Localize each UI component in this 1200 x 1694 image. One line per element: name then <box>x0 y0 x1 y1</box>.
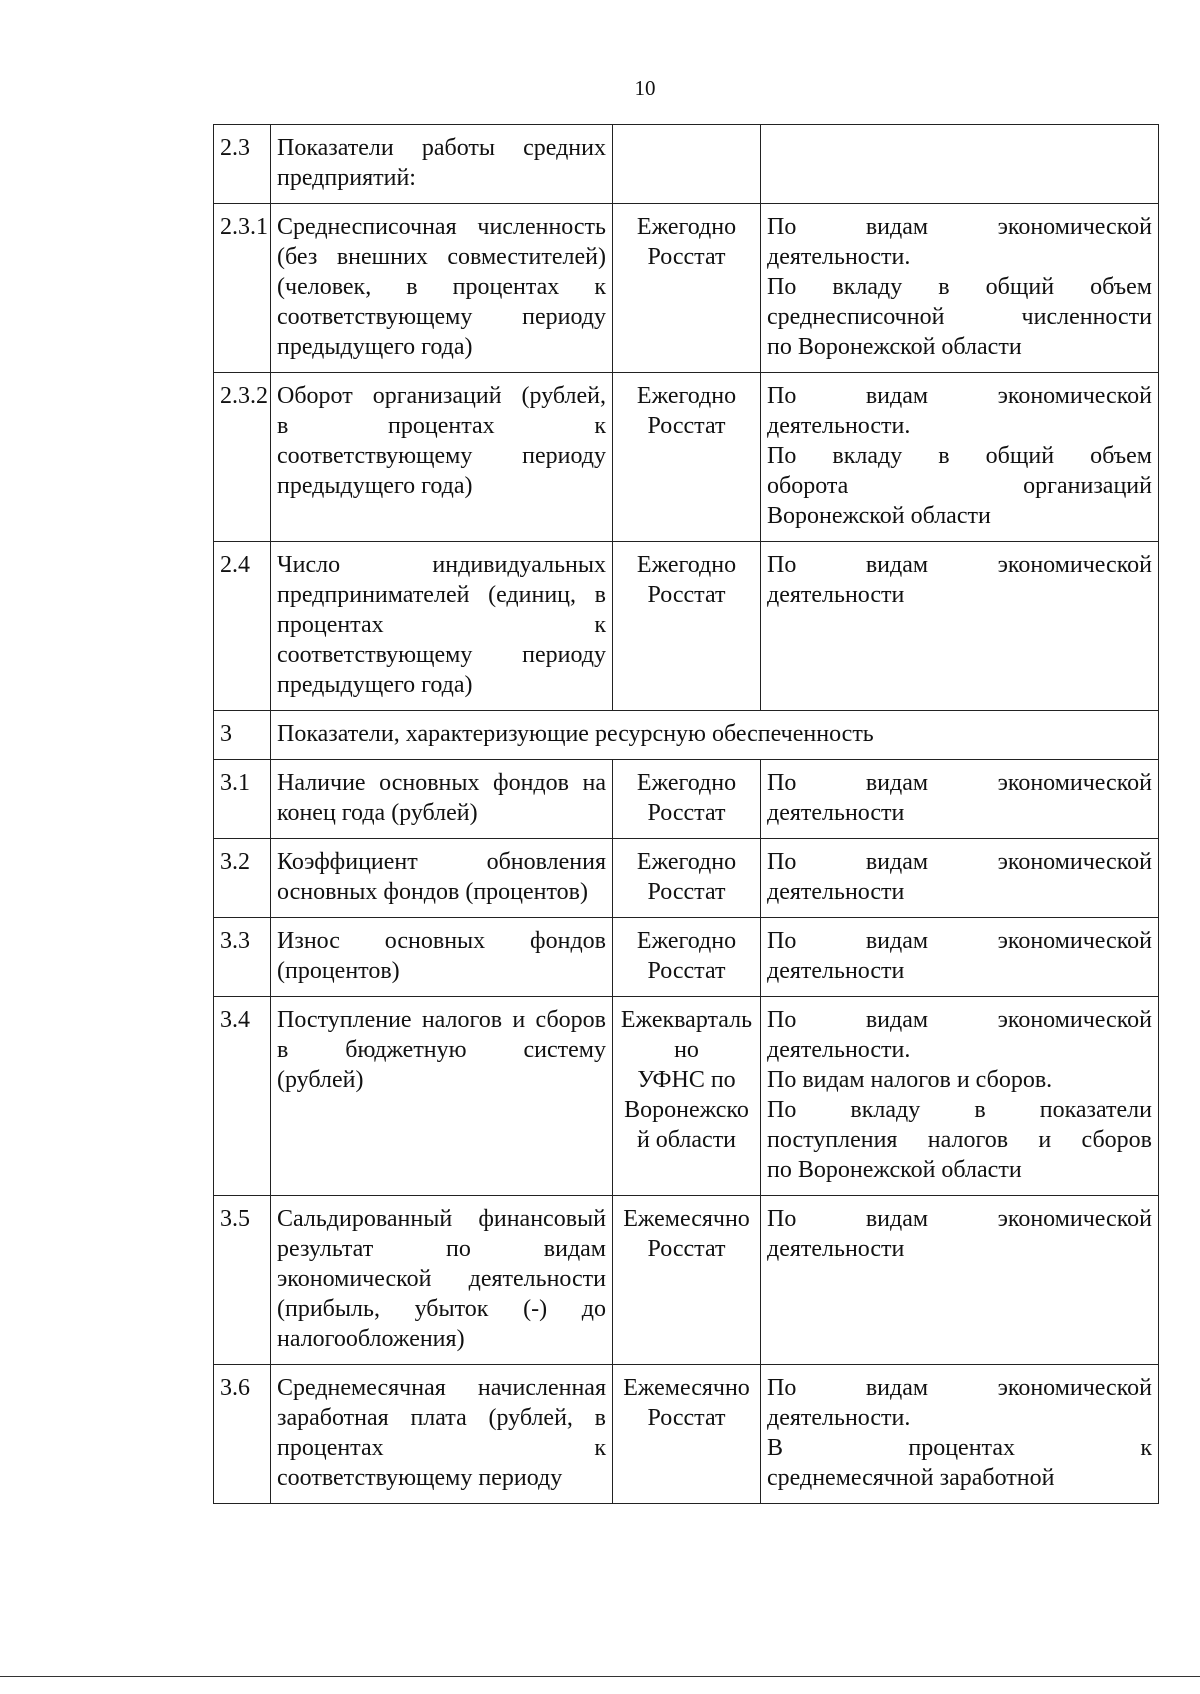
breakdown-detail-line: оборота организаций <box>767 473 1152 499</box>
breakdown-detail-line: По видам экономической <box>767 383 1152 409</box>
indicator-name-line: процентах к <box>277 1435 606 1461</box>
breakdown-detail-line: По вкладу в показатели <box>767 1097 1152 1123</box>
breakdown-detail-line: деятельности <box>767 958 905 984</box>
breakdown-detail-line: По вкладу в общий объем <box>767 443 1152 469</box>
breakdown-detail-line: По видам экономической <box>767 1007 1152 1033</box>
breakdown-detail <box>761 204 1159 373</box>
table-row <box>214 125 1159 204</box>
row-number: 3.1 <box>214 760 271 839</box>
indicator-name-line: в бюджетную систему <box>277 1037 606 1063</box>
indicator-name-line: предыдущего года) <box>277 334 473 360</box>
frequency-source-line: Росстат <box>647 413 726 439</box>
indicator-name-line: (процентов) <box>277 958 400 984</box>
indicator-name <box>271 839 613 918</box>
breakdown-detail-line: По видам экономической <box>767 928 1152 954</box>
page-bottom-rule <box>0 1676 1200 1677</box>
frequency-source-line: Росстат <box>647 879 726 905</box>
frequency-source <box>613 542 761 711</box>
breakdown-detail-line: деятельности <box>767 1236 905 1262</box>
table-row <box>214 1365 1159 1504</box>
table-row <box>214 918 1159 997</box>
breakdown-detail <box>761 918 1159 997</box>
frequency-source-line: Ежегодно <box>636 552 737 578</box>
indicator-name <box>271 125 613 204</box>
indicator-name-line: соответствующему периоду <box>277 304 606 330</box>
breakdown-detail <box>761 373 1159 542</box>
table-row <box>214 711 1159 760</box>
table-row <box>214 542 1159 711</box>
breakdown-detail-line: по Воронежской области <box>767 1157 1022 1183</box>
frequency-source-line: й области <box>636 1127 737 1153</box>
frequency-source-line: Ежегодно <box>636 214 737 240</box>
indicator-name-line: Оборот организаций (рублей, <box>277 383 606 409</box>
frequency-source-line: Росстат <box>647 582 726 608</box>
frequency-source-line: Ежегодно <box>636 770 737 796</box>
breakdown-detail-line: деятельности. <box>767 244 911 270</box>
indicator-name-line: (прибыль, убыток (-) до <box>277 1296 606 1322</box>
indicator-name-line: заработная плата (рублей, в <box>277 1405 606 1431</box>
indicators-table <box>213 124 1159 1504</box>
indicator-name <box>271 373 613 542</box>
indicator-name <box>271 760 613 839</box>
breakdown-detail-line: деятельности <box>767 582 905 608</box>
breakdown-detail-line: по Воронежской области <box>767 334 1022 360</box>
breakdown-detail-line: поступления налогов и сборов <box>767 1127 1152 1153</box>
frequency-source <box>613 125 761 204</box>
indicator-name-line: Среднесписочная численность <box>277 214 606 240</box>
frequency-source-line: Ежегодно <box>636 928 737 954</box>
indicator-name-line: (без внешних совместителей) <box>277 244 606 270</box>
breakdown-detail-line: По видам налогов и сборов. <box>767 1067 1053 1093</box>
indicator-name <box>271 542 613 711</box>
frequency-source <box>613 1196 761 1365</box>
indicator-name-line: предыдущего года) <box>277 473 473 499</box>
row-number: 3.5 <box>214 1196 271 1365</box>
indicator-name-line: результат по видам <box>277 1236 606 1262</box>
indicator-name-line: соответствующему периоду <box>277 1465 563 1491</box>
indicator-name-line: конец года (рублей) <box>277 800 478 826</box>
row-number: 2.4 <box>214 542 271 711</box>
breakdown-detail-line: По видам экономической <box>767 770 1152 796</box>
table-row <box>214 997 1159 1196</box>
indicator-name-line: Поступление налогов и сборов <box>277 1007 606 1033</box>
breakdown-detail-line: По видам экономической <box>767 214 1152 240</box>
indicator-name-line: предпринимателей (единиц, в <box>277 582 606 608</box>
breakdown-detail-line: деятельности. <box>767 413 911 439</box>
breakdown-detail-line: Воронежской области <box>767 503 991 529</box>
indicator-name <box>271 997 613 1196</box>
breakdown-detail-line: В процентах к <box>767 1435 1152 1461</box>
row-number: 2.3.2 <box>214 373 271 542</box>
indicator-name-line: Износ основных фондов <box>277 928 606 954</box>
breakdown-detail-line: среднесписочной численности <box>767 304 1152 330</box>
indicator-name <box>271 918 613 997</box>
indicator-name-line: предыдущего года) <box>277 672 473 698</box>
breakdown-detail-line: среднемесячной заработной <box>767 1465 1055 1491</box>
frequency-source <box>613 997 761 1196</box>
breakdown-detail-line: По видам экономической <box>767 1206 1152 1232</box>
frequency-source-line: Ежемесячно <box>623 1206 750 1232</box>
frequency-source-line: Росстат <box>647 1236 726 1262</box>
frequency-source-line: Росстат <box>647 800 726 826</box>
breakdown-detail-line: По видам экономической <box>767 849 1152 875</box>
breakdown-detail <box>761 1196 1159 1365</box>
page-number: 10 <box>634 76 656 100</box>
breakdown-detail-line: деятельности. <box>767 1405 911 1431</box>
frequency-source-line: Ежекварталь <box>620 1007 753 1033</box>
breakdown-detail-line: По видам экономической <box>767 1375 1152 1401</box>
indicator-name <box>271 1365 613 1504</box>
frequency-source-line: Ежемесячно <box>623 1375 750 1401</box>
indicator-name-line: налогообложения) <box>277 1326 465 1352</box>
breakdown-detail-line: деятельности <box>767 879 905 905</box>
indicator-name-line: Коэффициент обновления <box>277 849 606 875</box>
indicator-name-line: процентах к <box>277 612 606 638</box>
breakdown-detail <box>761 542 1159 711</box>
indicator-name-line: предприятий: <box>277 165 416 191</box>
indicator-name-line: соответствующему периоду <box>277 443 606 469</box>
frequency-source-line: Росстат <box>647 958 726 984</box>
frequency-source-line: но <box>674 1037 699 1063</box>
indicator-name-line: Число индивидуальных <box>277 552 606 578</box>
row-number: 3.2 <box>214 839 271 918</box>
row-number: 3 <box>214 711 271 760</box>
breakdown-detail <box>761 760 1159 839</box>
table-row <box>214 204 1159 373</box>
breakdown-detail <box>761 997 1159 1196</box>
breakdown-detail-line: деятельности <box>767 800 905 826</box>
row-number: 3.4 <box>214 997 271 1196</box>
breakdown-detail <box>761 125 1159 204</box>
indicator-name-line: Среднемесячная начисленная <box>277 1375 606 1401</box>
indicator-name-line: основных фондов (процентов) <box>277 879 589 905</box>
table-row <box>214 760 1159 839</box>
indicator-name <box>271 204 613 373</box>
breakdown-detail-line: По видам экономической <box>767 552 1152 578</box>
row-number: 2.3.1 <box>214 204 271 373</box>
frequency-source <box>613 839 761 918</box>
row-number: 2.3 <box>214 125 271 204</box>
section-title: Показатели, характеризующие ресурсную обеспеченность <box>271 711 1159 760</box>
indicator-name-line: (рублей) <box>277 1067 364 1093</box>
breakdown-detail <box>761 1365 1159 1504</box>
table-row <box>214 373 1159 542</box>
frequency-source <box>613 373 761 542</box>
frequency-source <box>613 204 761 373</box>
table-row <box>214 1196 1159 1365</box>
frequency-source-line: Росстат <box>647 1405 726 1431</box>
frequency-source <box>613 1365 761 1504</box>
row-number: 3.6 <box>214 1365 271 1504</box>
indicator-name-line: Сальдированный финансовый <box>277 1206 606 1232</box>
indicators-table-body <box>214 125 1159 1504</box>
breakdown-detail-line: деятельности. <box>767 1037 911 1063</box>
frequency-source-line: Воронежско <box>624 1097 749 1123</box>
frequency-source-line: Ежегодно <box>636 849 737 875</box>
indicator-name-line: (человек, в процентах к <box>277 274 606 300</box>
indicator-name-line: соответствующему периоду <box>277 642 606 668</box>
indicator-name-line: Наличие основных фондов на <box>277 770 606 796</box>
frequency-source-line: Ежегодно <box>636 383 737 409</box>
frequency-source <box>613 918 761 997</box>
table-row <box>214 839 1159 918</box>
indicator-name-line: Показатели работы средних <box>277 135 606 161</box>
indicator-name-line: в процентах к <box>277 413 606 439</box>
frequency-source-line: Росстат <box>647 244 726 270</box>
indicator-name-line: экономической деятельности <box>277 1266 606 1292</box>
breakdown-detail-line: По вкладу в общий объем <box>767 274 1152 300</box>
frequency-source <box>613 760 761 839</box>
row-number: 3.3 <box>214 918 271 997</box>
indicator-name <box>271 1196 613 1365</box>
breakdown-detail <box>761 839 1159 918</box>
frequency-source-line: УФНС по <box>637 1067 736 1093</box>
